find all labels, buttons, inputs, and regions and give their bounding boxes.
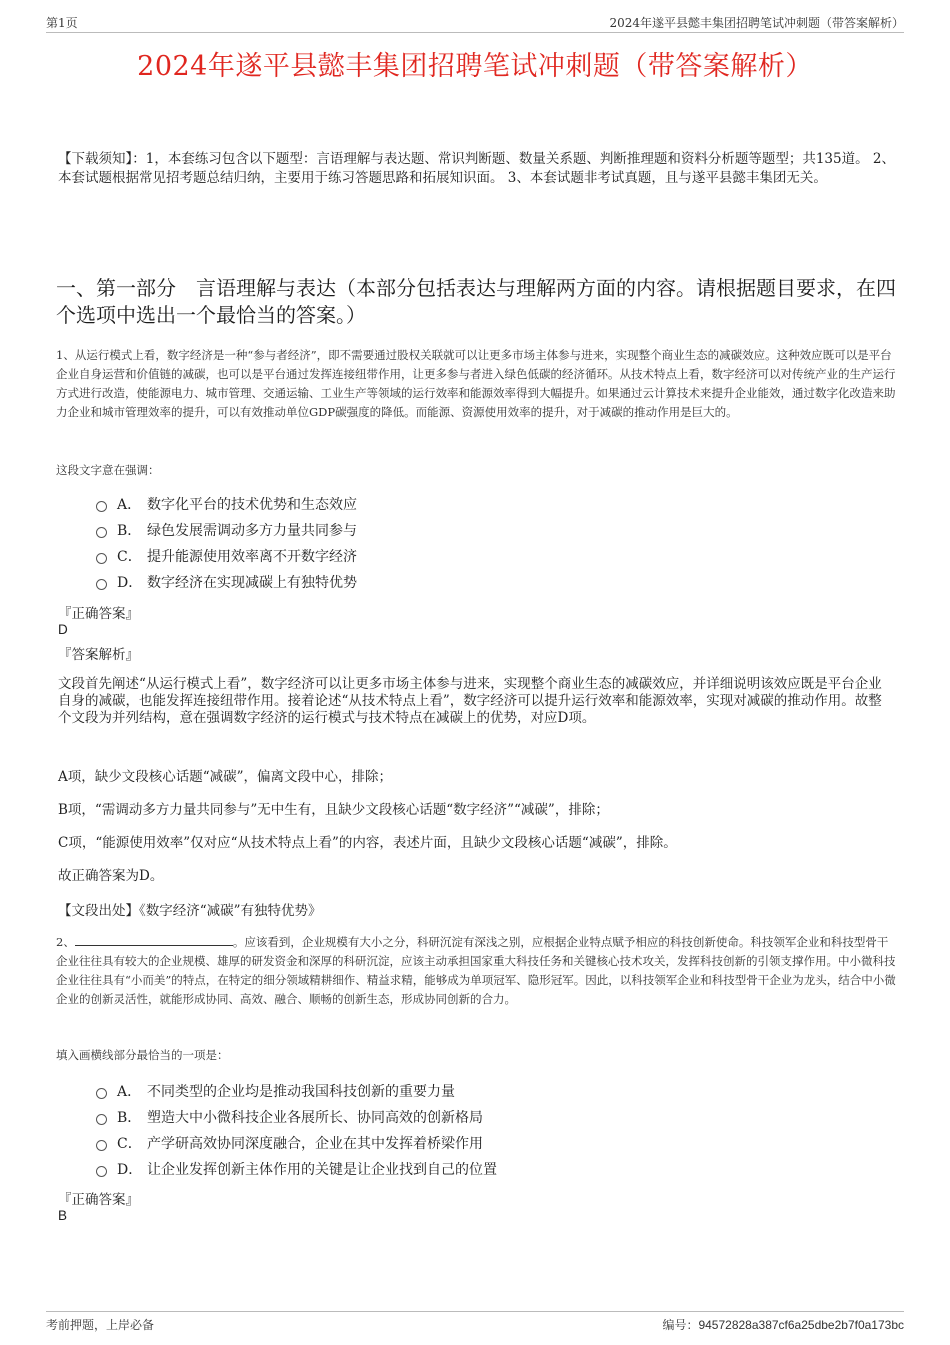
radio-icon[interactable]: [96, 1166, 107, 1177]
radio-icon[interactable]: [96, 579, 107, 590]
q1-analysis: 文段首先阐述“从运行模式上看”，数字经济可以让更多市场主体参与进来，实现整个商业生态的减碳效应，并详细说明该效应既是平台企业自身的减碳，也能发挥连接纽带作用。接着论述“从技术特点上看”，数字经济可以提升运行效率和能源效率，实现对减碳的推动作用。故整个文段为并列结构，意在强调数字经济的运行模式与技术特点在减碳上的优势，对应D项。: [58, 676, 882, 726]
q2-option-c[interactable]: C． 产学研高效协同深度融合，企业在其中发挥着桥梁作用: [96, 1131, 497, 1157]
section-heading: 一、第一部分 言语理解与表达（本部分包括表达与理解两方面的内容。请根据题目要求，在四个选项中选出一个最恰当的答案。）: [56, 276, 896, 327]
q1-option-c-analysis: C项，“能源使用效率”仅对应“从技术特点上看”的内容，表述片面，且缺少文段核心话题“减碳”，排除。: [58, 835, 677, 851]
header-doc-title: 2024年遂平县懿丰集团招聘笔试冲刺题（带答案解析）: [609, 16, 904, 30]
q1-conclusion: 故正确答案为D。: [58, 868, 164, 884]
q2-options: [96, 1079, 497, 1183]
q1-option-d[interactable]: D． 数字经济在实现减碳上有独特优势: [96, 570, 357, 596]
q1-option-c[interactable]: C． 提升能源使用效率离不开数字经济: [96, 544, 357, 570]
q2-option-a[interactable]: A． 不同类型的企业均是推动我国科技创新的重要力量: [96, 1079, 497, 1105]
footer-slogan: 考前押题，上岸必备: [46, 1318, 155, 1332]
q2-answer: B: [58, 1208, 68, 1223]
document-title: 2024年遂平县懿丰集团招聘笔试冲刺题（带答案解析）: [137, 51, 813, 82]
radio-icon[interactable]: [96, 1140, 107, 1151]
q1-option-b-analysis: B项，“需调动多方力量共同参与”无中生有，且缺少文段核心话题“数字经济”“减碳”，排除；: [58, 802, 609, 818]
radio-icon[interactable]: [96, 553, 107, 564]
q2-passage: 2、 。应该看到，企业规模有大小之分，科研沉淀有深浅之别，应根据企业特点赋予相应的科技创新使命。科技领军企业和科技型骨干企业往往具有较大的企业规模、雄厚的研发资金和深厚的科研沉淀，应该主动承担国家重大科技任务和关键核心技术攻关，发挥科技创新的引领支撑作用。中小微科技企业往往具有“小而美”的特点，在特定的细分领域精耕细作、精益求精，能够成为单项冠军、隐形冠军。因此，以科技领军企业和科技型骨干企业为龙头，结合中小微企业的创新灵活性，就能形成协同、高效、融合、顺畅的创新生态，形成协同创新的合力。: [56, 935, 896, 1006]
q1-options: [96, 492, 357, 596]
q1-option-b[interactable]: B． 绿色发展需调动多方力量共同参与: [96, 518, 357, 544]
radio-icon[interactable]: [96, 1114, 107, 1125]
q1-passage: 1、从运行模式上看，数字经济是一种“参与者经济”，即不需要通过股权关联就可以让更多市场主体参与进来，实现整个商业生态的减碳效应。这种效应既可以是平台企业自身运营和价值链的减碳，也可以是平台通过发挥连接纽带作用，让更多参与者进入绿色低碳的经济循环。从技术特点上看，数字经济可以对传统产业的生产运行方式进行改造，使能源电力、城市管理、交通运输、工业生产等领域的运行效率和能源效率得到大幅提升。如果通过云计算技术来提升企业能效，通过数字化改造来助力企业和城市管理效率的提升，可以有效推动单位GDP碳强度的降低。而能源、资源使用效率的提升，对于减碳的推动作用是巨大的。: [56, 348, 896, 419]
q2-answer-label: 『正确答案』: [58, 1192, 139, 1208]
q1-prompt: 这段文字意在强调：: [56, 463, 160, 477]
q1-option-a[interactable]: A． 数字化平台的技术优势和生态效应: [96, 492, 357, 518]
q1-answer-label: 『正确答案』: [58, 606, 139, 622]
q1-source: 【文段出处】《数字经济“减碳”有独特优势》: [58, 903, 322, 919]
radio-icon[interactable]: [96, 1088, 107, 1099]
q2-blank[interactable]: [75, 933, 233, 946]
page-footer: [46, 1311, 904, 1334]
page-header: [46, 14, 904, 33]
q2-prompt: 填入画横线部分最恰当的一项是：: [56, 1048, 229, 1062]
q1-option-a-analysis: A项，缺少文段核心话题“减碳”，偏离文段中心，排除；: [58, 769, 393, 785]
download-notice: 【下载须知】：1，本套练习包含以下题型：言语理解与表达题、常识判断题、数量关系题、判断推理题和资料分析题等题型；共135道。 2、本套试题根据常见招考题总结归纳，主要用于练习答题思路和拓展知识面。 3、本套试题非考试真题，且与遂平县懿丰集团无关。: [58, 151, 895, 186]
footer-doc-id: 编号：94572828a387cf6a25dbe2b7f0a173bc: [662, 1318, 904, 1332]
q2-option-d[interactable]: D． 让企业发挥创新主体作用的关键是让企业找到自己的位置: [96, 1157, 497, 1183]
page-number: 第1页: [46, 16, 78, 30]
q1-analysis-label: 『答案解析』: [58, 647, 139, 663]
q2-option-b[interactable]: B． 塑造大中小微科技企业各展所长、协同高效的创新格局: [96, 1105, 497, 1131]
radio-icon[interactable]: [96, 501, 107, 512]
q1-answer: D: [58, 622, 68, 637]
radio-icon[interactable]: [96, 527, 107, 538]
